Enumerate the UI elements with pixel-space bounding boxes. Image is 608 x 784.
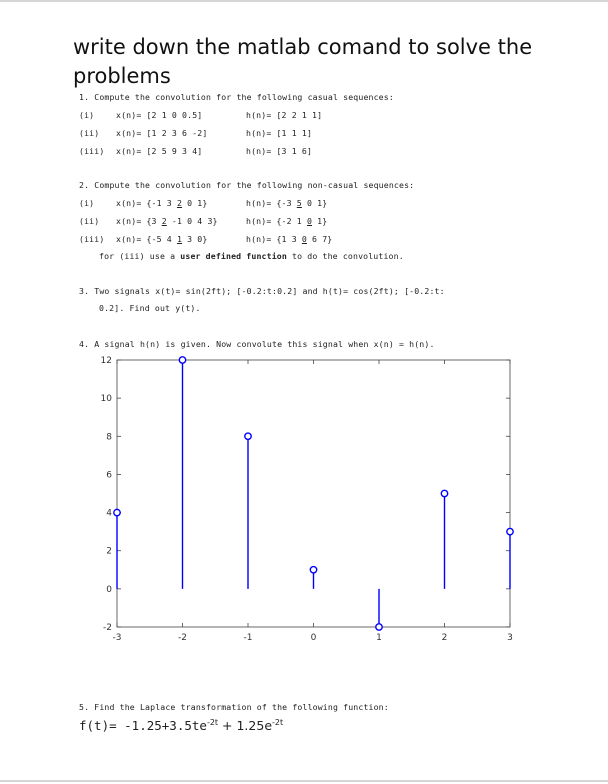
q3-line2: 0.2]. Find out y(t).: [99, 303, 201, 313]
q2-row-label: (i): [79, 198, 95, 208]
q2-row-label: (ii): [79, 216, 100, 226]
x-tick-label: 2: [441, 633, 448, 643]
y-tick-label: 8: [106, 432, 112, 443]
exponent-1: -2t: [206, 718, 219, 727]
stem-plot: [0, 2, 608, 784]
x-tick-label: 1: [376, 633, 382, 643]
q2-row-h: h(n)= {1 3 0 6 7}: [246, 234, 333, 244]
q2-row-x: x(n)= {-1 3 2 0 1}: [116, 198, 208, 208]
q2-title: 2. Compute the convolution for the following non-casual sequences:: [79, 180, 415, 190]
q1-row-label: (i): [79, 110, 95, 120]
y-tick-label: 2: [106, 546, 112, 557]
q1-row-h: h(n)= [1 1 1]: [246, 128, 313, 138]
x-tick-label: -3: [112, 633, 122, 643]
q1-row-x: x(n)= [2 5 9 3 4]: [116, 146, 203, 156]
y-tick-label: 12: [100, 356, 112, 366]
q2-row-h: h(n)= {-3 5 0 1}: [246, 198, 328, 208]
q1-row-h: h(n)= [2 2 1 1]: [246, 110, 323, 120]
q2-row-x: x(n)= {-5 4 1 3 0}: [116, 234, 208, 244]
q4-title: 4. A signal h(n) is given. Now convolute this signal when x(n) = h(n).: [79, 339, 435, 349]
q5-title: 5. Find the Laplace transformation of the following function:: [79, 702, 389, 712]
stem-marker: [179, 357, 185, 363]
y-tick-label: 0: [106, 584, 112, 595]
stem-marker: [376, 624, 382, 630]
q2-row-label: (iii): [79, 234, 105, 244]
x-tick-label: 0: [310, 633, 317, 643]
q2-note: for (iii) use a user defined function to do the convolution.: [99, 251, 404, 261]
q1-row-label: (iii): [79, 146, 105, 156]
y-tick-label: 10: [100, 394, 112, 405]
stem-marker: [114, 509, 120, 515]
q1-row-x: x(n)= [1 2 3 6 -2]: [116, 128, 208, 138]
q2-row-x: x(n)= {3 2 -1 0 4 3}: [116, 216, 218, 226]
y-tick-label: 4: [106, 508, 112, 519]
function-lhs: f(t)= -1.25+3.5te: [79, 718, 207, 734]
function-plus-term: + 1.25e: [218, 718, 273, 734]
x-tick-label: -1: [243, 633, 253, 643]
stem-marker: [441, 490, 447, 496]
y-tick-label: -2: [103, 623, 112, 633]
stem-marker: [310, 567, 316, 573]
q1-row-label: (ii): [79, 128, 100, 138]
stem-marker: [245, 433, 251, 439]
laplace-function: [79, 718, 283, 734]
q2-row-h: h(n)= {-2 1 0 1}: [246, 216, 328, 226]
page-heading: write down the matlab comand to solve the problems: [73, 35, 533, 88]
q1-title: 1. Compute the convolution for the following casual sequences:: [79, 92, 394, 102]
y-tick-label: 6: [106, 470, 112, 481]
q1-row-x: x(n)= [2 1 0 0.5]: [116, 110, 203, 120]
stem-marker: [507, 528, 513, 534]
x-tick-label: 3: [507, 633, 513, 643]
x-tick-label: -2: [178, 633, 187, 643]
q3-line1: 3. Two signals x(t)= sin(2ft); [-0.2:t:0.2] and h(t)= cos(2ft); [-0.2:t:: [79, 286, 445, 296]
q1-row-h: h(n)= [3 1 6]: [246, 146, 313, 156]
exponent-2: -2t: [272, 718, 284, 727]
